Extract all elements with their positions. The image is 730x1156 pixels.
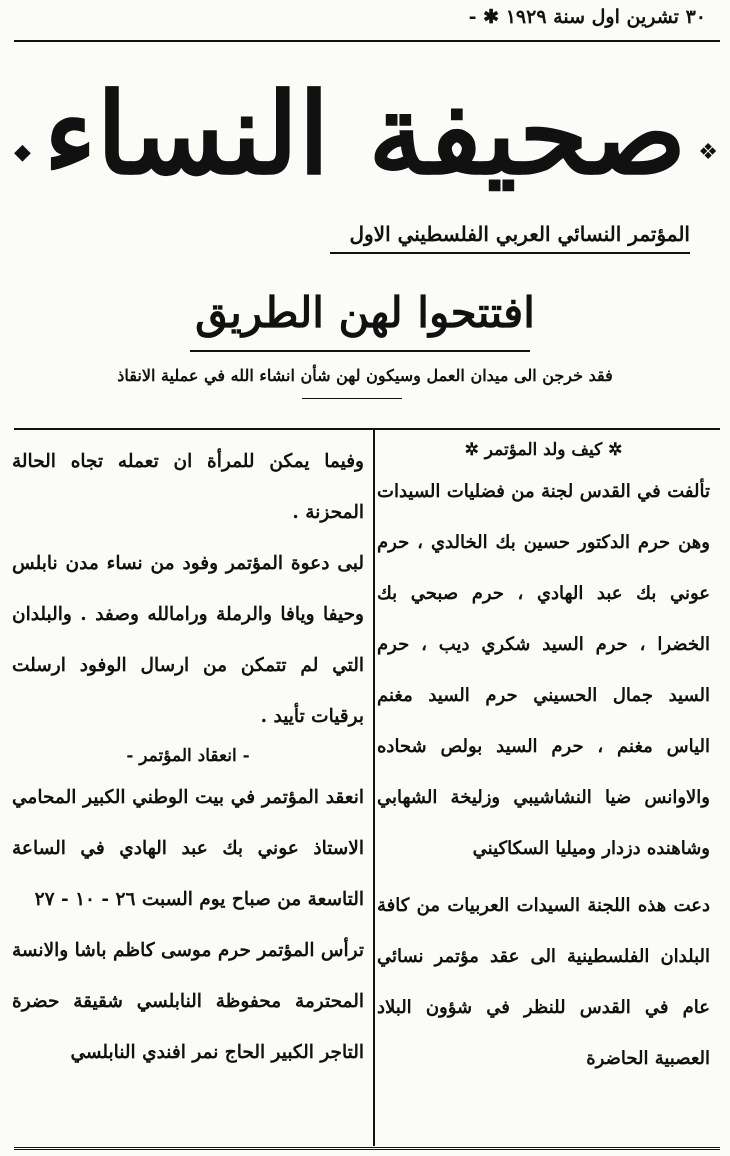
left-column: [12, 436, 364, 1142]
right-column-paragraph: تألفت في القدس لجنة من فضليات السيدات وهن حرم الدكتور حسين بك الخالدي ، حرم عوني بك عبد الهادي ، حرم صبحي بك الخضرا ، حرم السيد شكري ديب ، حرم السيد جمال الحسيني حرم السيد مغنم الياس مغنم ، حرم السيد بولص شحاده والاوانس ضيا النشاشيبي وزليخة الشهابي وشاهنده دزدار وميليا السكاكيني: [377, 481, 710, 859]
center-divider: [302, 398, 402, 399]
columns-top-rule: [14, 428, 720, 430]
masthead: [20, 60, 710, 210]
subtitle: المؤتمر النسائي العربي الفلسطيني الاول: [349, 222, 690, 246]
left-column-heading: - انعقاد المؤتمر -: [126, 746, 250, 766]
masthead-title: صحيفة النساء: [43, 69, 687, 200]
right-column-paragraph: دعت هذه اللجنة السيدات العربيات من كافة البلدان الفلسطينية الى عقد مؤتمر نسائي عام في القدس للنظر في شؤون البلاد العصبية الحاضرة: [377, 895, 710, 1069]
column-divider: [373, 428, 375, 1146]
header-rule: [14, 40, 720, 42]
right-column: [377, 436, 710, 1142]
right-column-heading: ✲ كيف ولد المؤتمر ✲: [464, 440, 623, 460]
footer-rule: [14, 1147, 720, 1150]
masthead-ornament-right: ❖: [698, 140, 718, 165]
masthead-ornament-left: ◆: [14, 140, 31, 165]
left-column-paragraph: لبى دعوة المؤتمر وفود من نساء مدن نابلس وحيفا ويافا والرملة ورامالله وصفد . والبلدان التي لم تتمكن من ارسال الوفود ارسلت برقيات تأييد .: [12, 553, 364, 727]
headline-underline: [190, 350, 530, 352]
headline: افتتحوا لهن الطريق: [195, 288, 535, 337]
dateline: ۳۰ تشرين اول سنة ۱۹۲۹ ✱ -: [468, 6, 706, 28]
subtitle-underline: [330, 252, 690, 254]
left-column-paragraph: ترأس المؤتمر حرم موسى كاظم باشا والانسة المحترمة محفوظة النابلسي شقيقة حضرة التاجر الكبير الحاج نمر افندي النابلسي: [12, 940, 364, 1063]
left-column-paragraph: وفيما يمكن للمرأة ان تعمله تجاه الحالة المحزنة .: [12, 451, 364, 523]
subheadline: فقد خرجن الى ميدان العمل وسيكون لهن شأن انشاء الله في عملية الانقاذ: [117, 366, 613, 385]
left-column-paragraph: انعقد المؤتمر في بيت الوطني الكبير المحامي الاستاذ عوني بك عبد الهادي في الساعة التاسعة من صباح يوم السبت ۲٦ - ۱۰ - ۲۷: [12, 787, 364, 910]
